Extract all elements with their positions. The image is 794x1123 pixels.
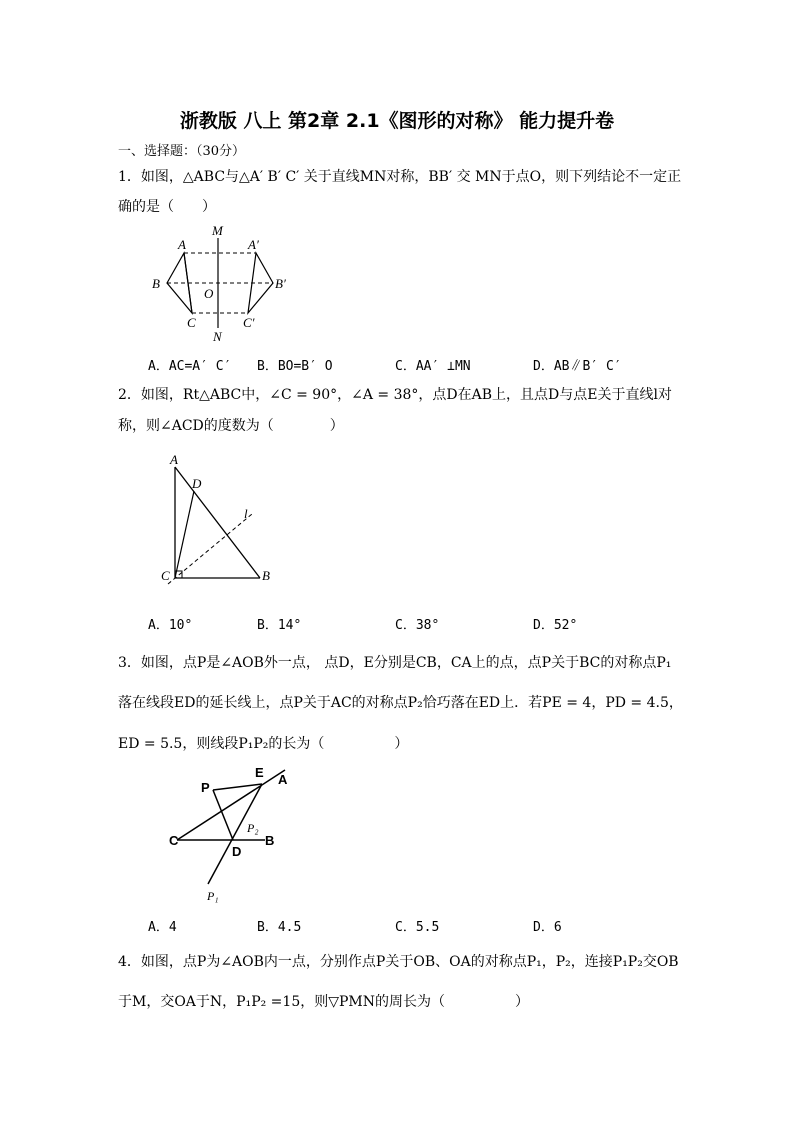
label: E <box>255 765 264 780</box>
question-1-line-1: 1．如图，△ABC与△A′ B′ C′ 关于直线MN对称，BB′ 交 MN于点O，则下列结论不一定正 <box>118 169 682 185</box>
label: A <box>278 772 288 787</box>
label: C <box>187 315 196 330</box>
question-2-option-d[interactable]: D．52° <box>533 618 578 633</box>
question-1-line-2: 确的是（ ） <box>118 199 216 215</box>
label: P₂ <box>247 821 259 835</box>
label: N <box>213 329 222 344</box>
label: D <box>232 844 242 859</box>
question-4-line-2: 于M，交OA于N，P₁P₂ =15，则▽PMN的周长为（ ） <box>118 994 530 1010</box>
section-heading: 一、选择题：（30分） <box>118 144 246 159</box>
label: B′ <box>275 276 286 291</box>
question-4-line-1: 4．如图，点P为∠AOB内一点，分别作点P关于OB、OA的对称点P₁，P₂，连接P₁P₂交OB <box>118 954 679 970</box>
label: B <box>265 833 275 848</box>
question-3-option-a[interactable]: A．4 <box>148 920 177 935</box>
figure-1 <box>140 220 300 345</box>
question-2-option-c[interactable]: C．38° <box>395 618 440 633</box>
figure-3 <box>165 762 295 907</box>
question-3-line-1: 3．如图，点P是∠AOB外一点， 点D，E分别是CB，CA上的点，点P关于BC的对称点P₁ <box>118 655 672 671</box>
question-1-option-c[interactable]: C．AA′ ⊥MN <box>395 359 471 374</box>
label: C <box>169 833 179 848</box>
question-3-option-d[interactable]: D．6 <box>533 920 562 935</box>
label: A′ <box>248 237 259 252</box>
question-3-option-b[interactable]: B．4.5 <box>257 920 302 935</box>
question-2-option-a[interactable]: A．10° <box>148 618 193 633</box>
question-1-option-d[interactable]: D．AB∥B′ C′ <box>533 359 622 374</box>
question-3-option-c[interactable]: C．5.5 <box>395 920 440 935</box>
question-1-option-a[interactable]: A．AC=A′ C′ <box>148 359 232 374</box>
label: A <box>170 452 178 467</box>
label: D <box>192 476 202 491</box>
page-title: 浙教版 八上 第2章 2.1《图形的对称》 能力提升卷 <box>179 110 615 132</box>
question-2-line-1: 2．如图，Rt△ABC中，∠C = 90°，∠A = 38°，点D在AB上，且点D与点E关于直线l对 <box>118 387 672 403</box>
label: A <box>178 237 186 252</box>
question-2-line-2: 称，则∠ACD的度数为（ ） <box>118 418 344 434</box>
label: M <box>212 223 223 238</box>
label: O <box>204 286 214 301</box>
question-3-line-3: ED = 5.5，则线段P₁P₂的长为（ ） <box>118 736 409 752</box>
label: l <box>244 506 248 521</box>
label: C <box>161 568 170 583</box>
label: P <box>201 780 210 795</box>
label: P₁ <box>207 889 219 903</box>
label: C′ <box>243 315 255 330</box>
question-1-option-b[interactable]: B．BO=B′ O <box>257 359 333 374</box>
question-3-line-2: 落在线段ED的延长线上，点P关于AC的对称点P₂恰巧落在ED上．若PE = 4，PD = 4.5， <box>118 695 683 711</box>
figure-2 <box>150 450 290 595</box>
question-2-option-b[interactable]: B．14° <box>257 618 302 633</box>
label: B <box>262 568 270 583</box>
label: B <box>152 276 160 291</box>
